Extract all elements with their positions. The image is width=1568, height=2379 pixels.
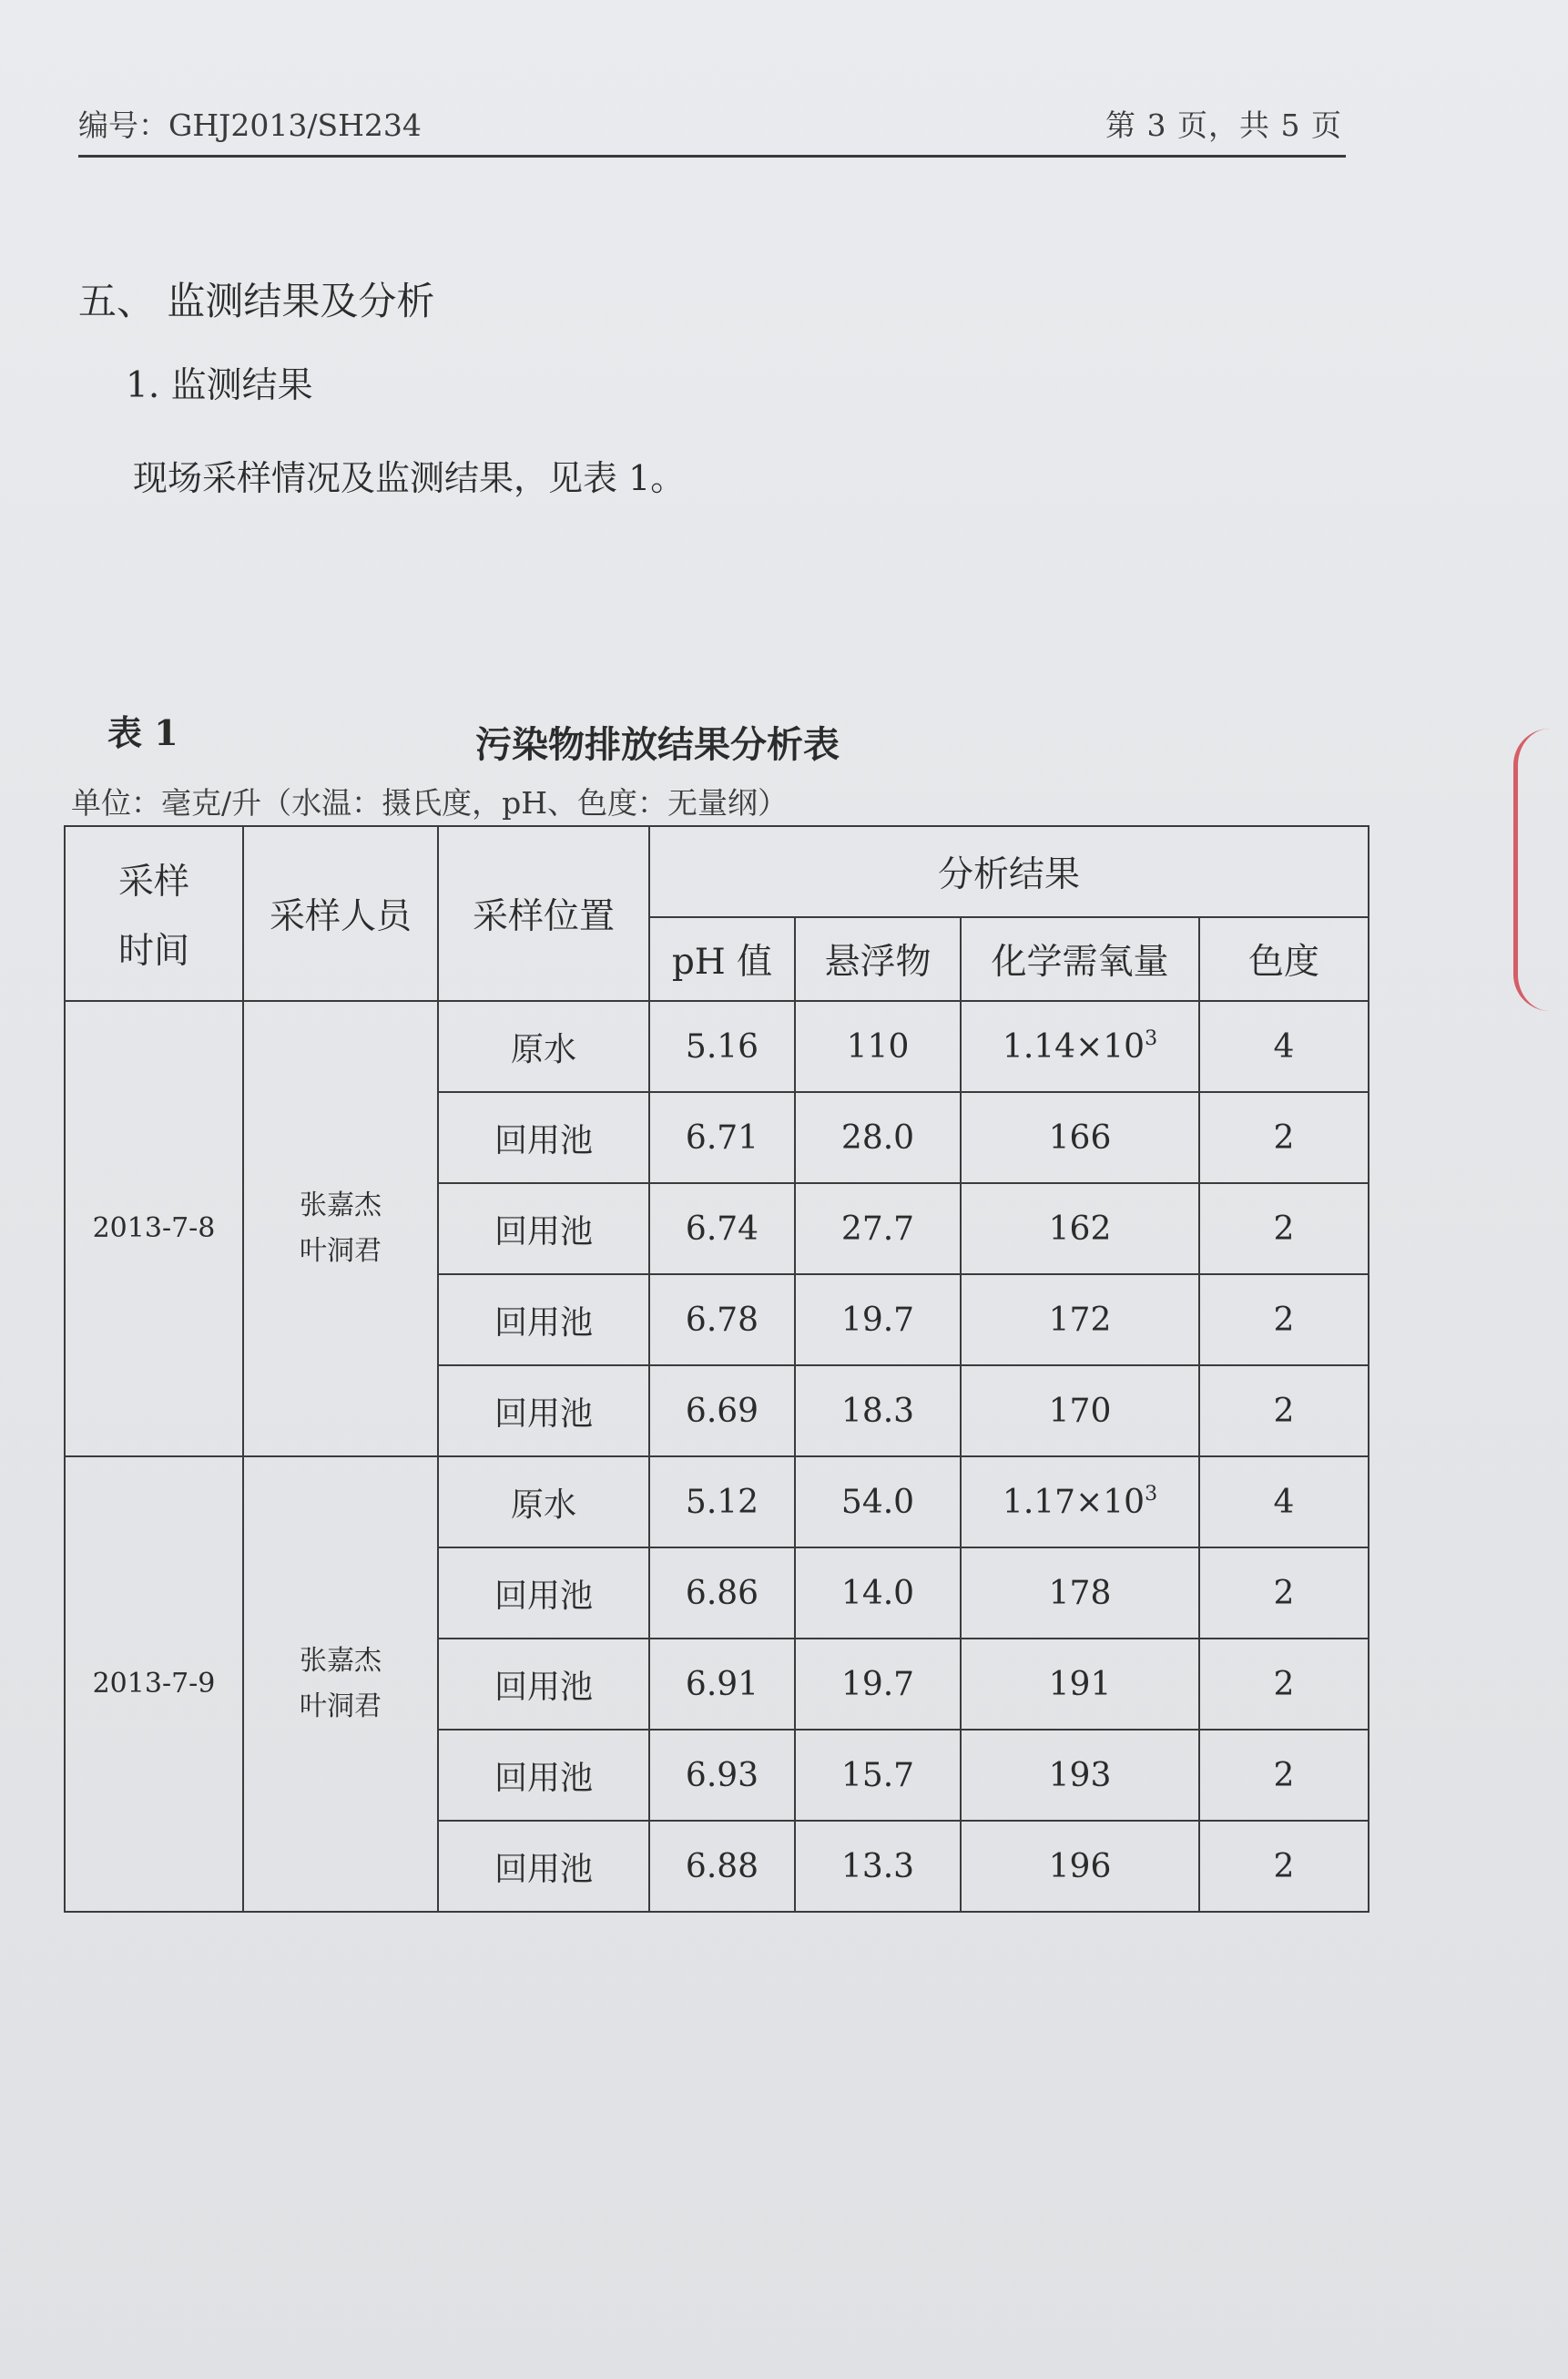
cell-ph: 6.74: [649, 1183, 795, 1274]
cell-location: 回用池: [438, 1730, 649, 1821]
cell-cod: [961, 1456, 1199, 1547]
header-sampling-location: 采样位置: [438, 826, 649, 1001]
cell-color: 2: [1199, 1730, 1369, 1821]
results-table: [64, 825, 1369, 1913]
cod-exponent: 3: [1145, 1483, 1158, 1506]
header-divider: [78, 155, 1346, 158]
cell-ss: 14.0: [795, 1547, 961, 1639]
header-analysis-results: 分析结果: [649, 826, 1369, 917]
sampling-date: 2013-7-8: [65, 1001, 243, 1456]
header-sampling-time-line1: 采样: [117, 862, 189, 903]
cell-ss: 27.7: [795, 1183, 961, 1274]
table-unit-note: 单位：毫克/升（水温：摄氏度，pH、色度：无量纲）: [71, 785, 789, 821]
table-title: 污染物排放结果分析表: [475, 723, 840, 766]
cell-location: 回用池: [438, 1365, 649, 1456]
person-name: 张嘉杰: [300, 1645, 382, 1677]
cell-ss: 54.0: [795, 1456, 961, 1547]
header-color: 色度: [1199, 917, 1369, 1001]
cell-color: 2: [1199, 1274, 1369, 1365]
cell-cod: 172: [961, 1274, 1199, 1365]
subsection-title: 1. 监测结果: [126, 365, 313, 406]
cell-ss: 18.3: [795, 1365, 961, 1456]
cell-ss: 15.7: [795, 1730, 961, 1821]
cell-ph: 5.12: [649, 1456, 795, 1547]
header-ph: pH 值: [649, 917, 795, 1001]
cell-location: 原水: [438, 1001, 649, 1092]
cell-cod: 178: [961, 1547, 1199, 1639]
person-name: 张嘉杰: [300, 1190, 382, 1221]
table-label: 表 1: [107, 712, 178, 753]
cell-ph: 6.71: [649, 1092, 795, 1183]
person-name: 叶洞君: [300, 1690, 382, 1722]
cell-color: 2: [1199, 1092, 1369, 1183]
document-number: 编号：GHJ2013/SH234: [78, 107, 422, 143]
cell-location: 回用池: [438, 1547, 649, 1639]
cell-ss: 13.3: [795, 1821, 961, 1912]
sampling-person: [243, 1001, 438, 1456]
red-seal-stamp: [1513, 729, 1568, 1011]
cell-location: 回用池: [438, 1092, 649, 1183]
cell-cod: [961, 1001, 1199, 1092]
header-sampling-time-line2: 时间: [117, 931, 189, 972]
cell-ph: 6.78: [649, 1274, 795, 1365]
cell-cod: 191: [961, 1639, 1199, 1730]
sampling-person: [243, 1456, 438, 1912]
cell-ph: 5.16: [649, 1001, 795, 1092]
cell-location: 回用池: [438, 1183, 649, 1274]
cell-location: 回用池: [438, 1639, 649, 1730]
cell-ss: 19.7: [795, 1274, 961, 1365]
person-name: 叶洞君: [300, 1235, 382, 1267]
cell-cod: 162: [961, 1183, 1199, 1274]
header-sampling-time: [65, 826, 243, 1001]
cod-exponent: 3: [1145, 1027, 1158, 1050]
cell-location: 回用池: [438, 1821, 649, 1912]
cell-cod: 196: [961, 1821, 1199, 1912]
page-indicator: 第 3 页，共 5 页: [1105, 107, 1342, 143]
cell-color: 2: [1199, 1639, 1369, 1730]
cell-color: 4: [1199, 1456, 1369, 1547]
header-cod: 化学需氧量: [961, 917, 1199, 1001]
cell-ss: 19.7: [795, 1639, 961, 1730]
cell-ph: 6.91: [649, 1639, 795, 1730]
cell-ss: 28.0: [795, 1092, 961, 1183]
section-title: 五、 监测结果及分析: [78, 279, 435, 323]
cell-location: 原水: [438, 1456, 649, 1547]
cell-cod: 193: [961, 1730, 1199, 1821]
cell-ph: 6.88: [649, 1821, 795, 1912]
cell-color: 2: [1199, 1183, 1369, 1274]
cell-color: 2: [1199, 1547, 1369, 1639]
header-suspended-solids: 悬浮物: [795, 917, 961, 1001]
cod-mantissa: 1.14×10: [1002, 1028, 1145, 1066]
cell-location: 回用池: [438, 1274, 649, 1365]
cell-color: 4: [1199, 1001, 1369, 1092]
cell-color: 2: [1199, 1821, 1369, 1912]
cell-cod: 166: [961, 1092, 1199, 1183]
cell-color: 2: [1199, 1365, 1369, 1456]
sampling-date: 2013-7-9: [65, 1456, 243, 1912]
cell-ph: 6.86: [649, 1547, 795, 1639]
cod-mantissa: 1.17×10: [1002, 1484, 1145, 1521]
cell-ph: 6.69: [649, 1365, 795, 1456]
cell-cod: 170: [961, 1365, 1199, 1456]
intro-paragraph: 现场采样情况及监测结果，见表 1。: [133, 458, 686, 498]
table-row: [65, 1456, 1369, 1547]
cell-ss: 110: [795, 1001, 961, 1092]
cell-ph: 6.93: [649, 1730, 795, 1821]
header-sampling-person: 采样人员: [243, 826, 438, 1001]
table-row: [65, 1001, 1369, 1092]
